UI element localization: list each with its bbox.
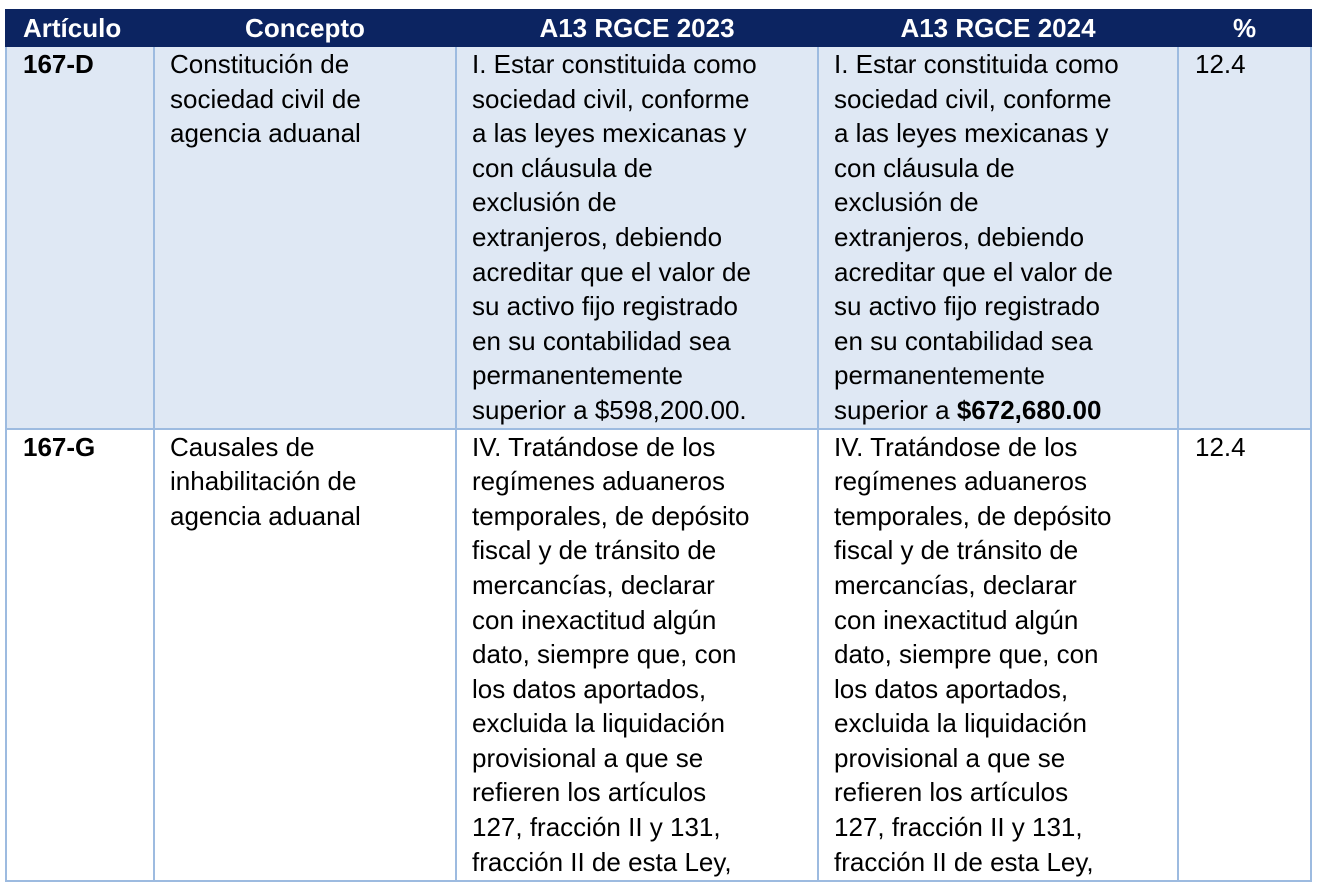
header-row bbox=[6, 10, 1311, 46]
text-line: exclusión de bbox=[472, 187, 617, 218]
text-line: dato, siempre que, con bbox=[472, 639, 737, 670]
text-line: a las leyes mexicanas y bbox=[834, 118, 1109, 149]
text-line: refieren los artículos bbox=[834, 777, 1069, 808]
text-line: agencia aduanal bbox=[170, 500, 361, 531]
text-line: a las leyes mexicanas y bbox=[472, 118, 747, 149]
text-line: I. Estar constituida como bbox=[472, 49, 757, 79]
text-line: I. Estar constituida como bbox=[834, 49, 1119, 79]
rgce-2023-cell bbox=[456, 429, 818, 881]
articulo-cell: 167-G bbox=[6, 429, 154, 881]
text-line: acreditar que el valor de bbox=[472, 256, 751, 287]
text-line: excluida la liquidación bbox=[472, 708, 725, 739]
text-line: Constitución de bbox=[170, 49, 350, 79]
header-concepto: Concepto bbox=[154, 10, 456, 46]
articulo-cell: 167-D bbox=[6, 46, 154, 429]
header-rgce-2024: A13 RGCE 2024 bbox=[818, 10, 1178, 46]
text-line: IV. Tratándose de los bbox=[472, 431, 716, 462]
amount-bold: $672,680.00 bbox=[956, 394, 1102, 425]
text-line: regímenes aduaneros bbox=[834, 466, 1087, 497]
table-row bbox=[6, 46, 1311, 429]
text-line: temporales, de depósito bbox=[472, 500, 750, 531]
text-line: su activo fijo registrado bbox=[834, 291, 1100, 322]
text-line: regímenes aduaneros bbox=[472, 466, 725, 497]
text-line: 127, fracción II y 131, bbox=[834, 812, 1083, 843]
text-line: mercancías, declarar bbox=[834, 569, 1077, 600]
text-line: en su contabilidad sea bbox=[834, 325, 1093, 356]
text-line: su activo fijo registrado bbox=[472, 291, 738, 322]
text-line: fiscal y de tránsito de bbox=[834, 535, 1079, 566]
text-line: 127, fracción II y 131, bbox=[472, 812, 721, 843]
text-line: superior a $598,200.00. bbox=[472, 394, 747, 425]
text-line: exclusión de bbox=[834, 187, 979, 218]
text-line: acreditar que el valor de bbox=[834, 256, 1113, 287]
text-line: extranjeros, debiendo bbox=[834, 221, 1085, 252]
table-row bbox=[6, 429, 1311, 881]
text-line: los datos aportados, bbox=[834, 673, 1069, 704]
rgce-2023-cell bbox=[456, 46, 818, 429]
percent-cell: 12.4 bbox=[1178, 46, 1311, 429]
text-line: excluida la liquidación bbox=[834, 708, 1087, 739]
text-line: provisional a que se bbox=[472, 742, 704, 773]
text-line: permanentemente bbox=[834, 360, 1046, 391]
last-line bbox=[834, 393, 1167, 428]
text-line: IV. Tratándose de los bbox=[834, 431, 1078, 462]
text-line: fiscal y de tránsito de bbox=[472, 535, 717, 566]
text-line: en su contabilidad sea bbox=[472, 325, 731, 356]
amount-prefix: superior a bbox=[834, 394, 957, 425]
text-line: refieren los artículos bbox=[472, 777, 707, 808]
text-line: temporales, de depósito bbox=[834, 500, 1112, 531]
text-line: mercancías, declarar bbox=[472, 569, 715, 600]
concepto-cell bbox=[154, 46, 456, 429]
rgce-2024-cell bbox=[818, 429, 1178, 881]
text-line: inhabilitación de bbox=[170, 466, 357, 497]
text-line: Causales de bbox=[170, 431, 315, 462]
text-line: provisional a que se bbox=[834, 742, 1066, 773]
text-line: sociedad civil, conforme bbox=[834, 83, 1112, 114]
text-line: con cláusula de bbox=[472, 152, 653, 183]
text-line: extranjeros, debiendo bbox=[472, 221, 723, 252]
comparison-table bbox=[5, 9, 1312, 882]
text-line: permanentemente bbox=[472, 360, 684, 391]
text-line: sociedad civil, conforme bbox=[472, 83, 750, 114]
text-line: los datos aportados, bbox=[472, 673, 707, 704]
text-line: sociedad civil de bbox=[170, 83, 361, 114]
text-line: fracción II de esta Ley, bbox=[472, 846, 732, 877]
header-percent: % bbox=[1178, 10, 1311, 46]
text-line: con inexactitud algún bbox=[834, 604, 1079, 635]
text-line: dato, siempre que, con bbox=[834, 639, 1099, 670]
percent-cell: 12.4 bbox=[1178, 429, 1311, 881]
header-rgce-2023: A13 RGCE 2023 bbox=[456, 10, 818, 46]
text-line: con inexactitud algún bbox=[472, 604, 717, 635]
text-line: fracción II de esta Ley, bbox=[834, 846, 1094, 877]
text-line: agencia aduanal bbox=[170, 118, 361, 149]
rgce-2024-cell bbox=[818, 46, 1178, 429]
header-articulo: Artículo bbox=[6, 10, 154, 46]
text-line: con cláusula de bbox=[834, 152, 1015, 183]
concepto-cell bbox=[154, 429, 456, 881]
